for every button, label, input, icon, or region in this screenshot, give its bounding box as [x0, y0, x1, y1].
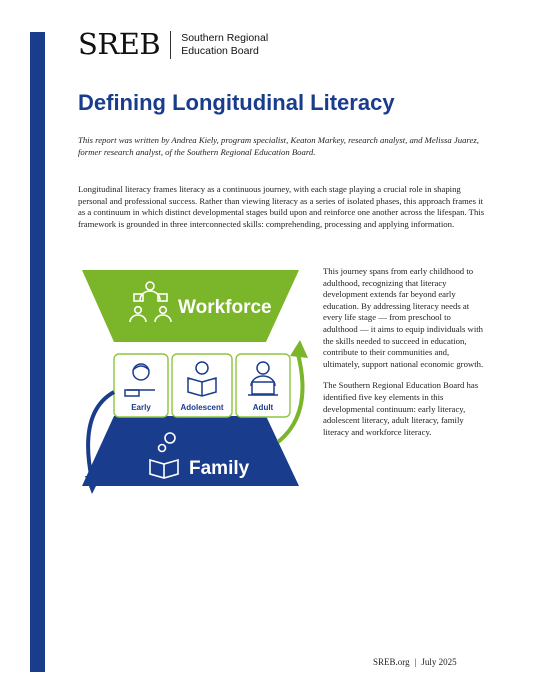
stage-early: [114, 354, 168, 417]
footer-separator: |: [414, 657, 417, 667]
stage-label-adult: Adult: [252, 403, 274, 412]
page-title: Defining Longitudinal Literacy: [78, 90, 395, 115]
sidebar-bar: [30, 32, 45, 672]
footer-site: SREB.org: [373, 657, 410, 667]
logo-line-2: Education Board: [181, 44, 259, 57]
literacy-continuum-diagram: [78, 264, 313, 534]
intro-paragraph: Longitudinal literacy frames literacy as a continuous journey, with each stage playing a crucial role in shaping personal and professional success. Rather than viewing literacy as a series of isolated phases, this approach frames it as a continuum in which distinct developmental stages build upon and reinforce one another across the lifespan. This framework is grounded in three interconnected skills: comprehending, processing and applying information.: [78, 184, 485, 229]
logo-subtitle: [181, 32, 268, 58]
right-column: [323, 266, 487, 448]
logo-line-1: Southern Regional: [181, 31, 269, 44]
footer-date: July 2025: [421, 657, 457, 667]
stage-adolescent: [172, 354, 232, 417]
logo-divider: [170, 31, 171, 59]
workforce-label: Workforce: [178, 297, 272, 318]
green-arrow-head: [290, 340, 308, 358]
right-paragraph-2: The Southern Regional Education Board has identified five key elements in this developmental continuum: early literacy, adolescent literacy, adult literacy, family literacy and workforce literacy.: [323, 380, 479, 437]
family-label: Family: [189, 458, 250, 479]
footer: [373, 657, 457, 667]
stage-label-early: Early: [131, 403, 151, 412]
byline: This report was written by Andrea Kiely, program specialist, Keaton Markey, research analyst, and Melissa Juarez, former research analyst, of the Southern Regional Education Board.: [78, 135, 479, 157]
logo-wordmark: SREB: [78, 27, 161, 61]
right-paragraph-1: This journey spans from early childhood to adulthood, recognizing that literacy development extends far beyond early education. By addressing literacy needs at every life stage — from preschool to adulthood — it aims to equip individuals with the skills needed to succeed in education, contribute to their communities and, ultimately, support national economic growth.: [323, 266, 484, 369]
sreb-logo: [78, 27, 269, 61]
stage-label-adolescent: Adolescent: [180, 403, 224, 412]
stage-adult: [236, 354, 290, 417]
